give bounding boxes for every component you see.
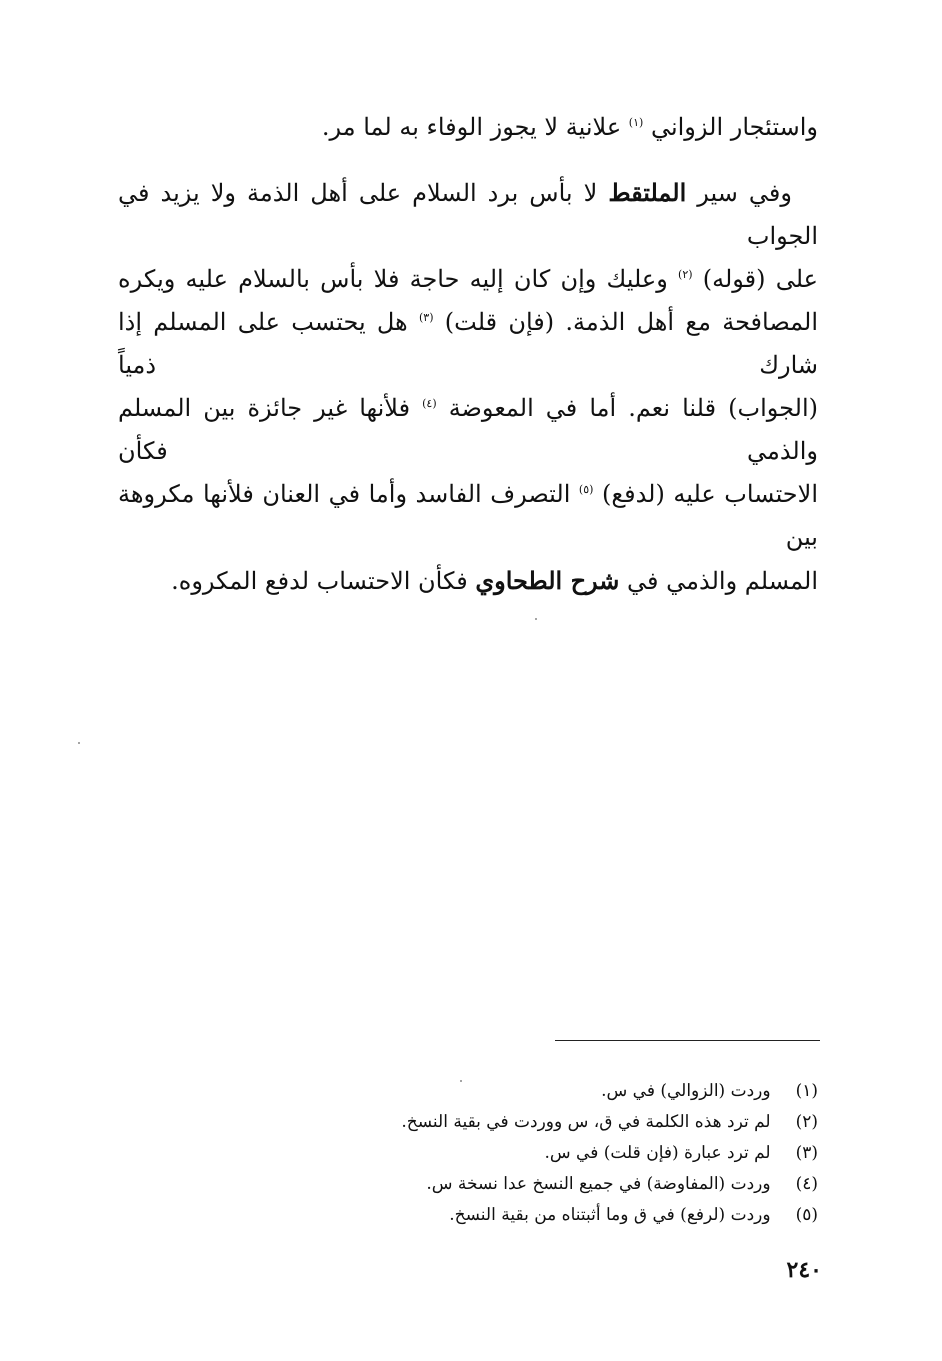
body-text: (الجواب) قلنا نعم. أما في المعوضة	[448, 394, 818, 422]
body-text: المصافحة مع أهل الذمة. (فإن قلت)	[444, 308, 819, 336]
footnote-number: (١)	[795, 1081, 818, 1101]
footnote-text: وردت (الزوالي) في س.	[601, 1081, 771, 1101]
footnote-item	[380, 1169, 818, 1200]
body-paragraph-1	[118, 106, 818, 149]
footnote-number: (٢)	[795, 1112, 818, 1132]
body-text: وفي سير	[697, 179, 792, 207]
footnote-number: (٣)	[795, 1143, 818, 1163]
scan-speck	[78, 742, 80, 744]
footnote-item	[380, 1200, 818, 1231]
body-line	[118, 171, 818, 258]
footnote-ref-1[interactable]: (١)	[628, 116, 644, 129]
footnote-ref-4[interactable]: (٤)	[422, 397, 437, 410]
footnote-ref-5[interactable]: (٥)	[578, 483, 594, 496]
footnote-item	[380, 1107, 818, 1138]
body-text: هل يحتسب على المسلم إذا شارك ذمياً	[118, 308, 818, 379]
body-line	[118, 473, 818, 559]
body-line	[118, 301, 818, 387]
body-paragraph-2	[118, 171, 818, 603]
footnote-separator	[555, 1040, 820, 1041]
body-line	[118, 258, 818, 301]
footnote-text: وردت (المفاوضة) في جميع النسخ عدا نسخة س.	[426, 1174, 771, 1194]
body-text: لا بأس برد السلام على أهل الذمة ولا يزيد في الجواب	[118, 179, 818, 250]
body-text: وعليك وإن كان إليه حاجة فلا بأس بالسلام عليه ويكره	[118, 265, 668, 293]
body-text: المسلم والذمي في	[627, 567, 818, 595]
footnote-ref-2[interactable]: (٢)	[678, 268, 693, 281]
footnotes-list	[380, 1076, 818, 1231]
body-text: فكأن الاحتساب لدفع المكروه.	[171, 567, 468, 595]
footnote-text: لم ترد هذه الكلمة في ق، س ووردت في بقية النسخ.	[401, 1112, 771, 1132]
footnote-ref-3[interactable]: (٣)	[418, 311, 434, 324]
scan-speck	[535, 618, 537, 620]
body-line	[118, 387, 818, 473]
body-text: على (قوله)	[702, 265, 818, 293]
footnote-text: لم ترد عبارة (فإن قلت) في س.	[544, 1143, 771, 1163]
book-title-bold: شرح الطحاوي	[475, 566, 620, 595]
footnote-text: وردت (لرفع) في ق وما أثبتناه من بقية النسخ.	[449, 1205, 771, 1225]
footnote-number: (٥)	[795, 1205, 818, 1225]
footnote-number: (٤)	[795, 1174, 818, 1194]
body-text: الاحتساب عليه (لدفع)	[601, 480, 818, 508]
body-text: علانية لا يجوز الوفاء به لما مر.	[321, 113, 622, 141]
body-line	[118, 559, 818, 603]
body-text: التصرف الفاسد وأما في العنان فلأنها مكروهة بين	[118, 480, 818, 551]
book-title-bold: الملتقط	[608, 178, 687, 207]
scan-speck	[460, 1080, 462, 1082]
footnote-item	[380, 1076, 818, 1107]
page-number: ٢٤٠	[786, 1257, 822, 1283]
footnote-item	[380, 1138, 818, 1169]
body-text: فلأنها غير جائزة بين المسلم والذمي فكأن	[118, 394, 818, 465]
body-line	[118, 106, 818, 149]
body-text: واستئجار الزواني	[650, 113, 818, 141]
